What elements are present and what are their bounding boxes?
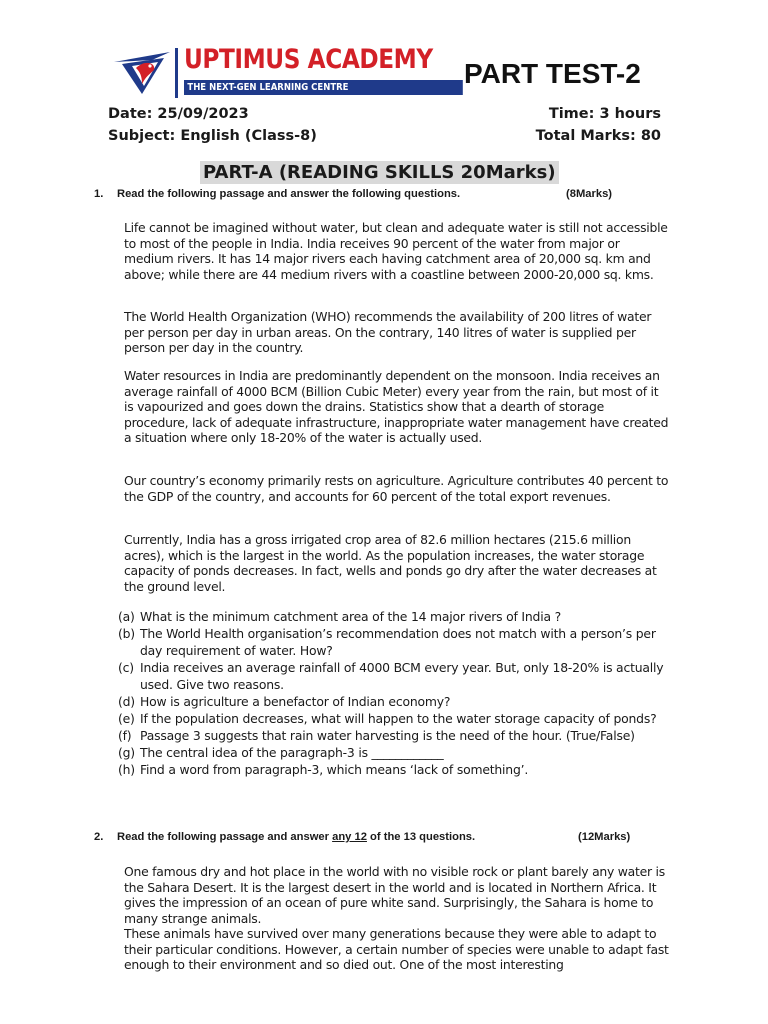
subquestion-text: Find a word from paragraph-3, which means ‘lack of something’. — [140, 762, 529, 777]
question-1-heading — [94, 188, 613, 200]
passage-paragraph: Life cannot be imagined without water, but clean and adequate water is still not accessible to most of the people in India. India receives 90 percent of the water from major or medium rivers. It has 14 major rivers each having catchment area of 20,000 sq. km and above; while there are 44 medium rivers with a coastline between 2000-20,000 sq. kms. — [124, 220, 668, 282]
question-instruction-end: of the 13 questions. — [366, 831, 476, 843]
subquestion-text: India receives an average rainfall of 4000 BCM every year. But, only 18-20% is actually used. Give two reasons. — [140, 660, 664, 692]
subquestion-text: The World Health organisation’s recommendation does not match with a person’s per day requirement of water. How? — [140, 626, 656, 658]
list-item — [118, 659, 678, 693]
academy-logo — [112, 44, 433, 102]
subquestion-text: How is agriculture a benefactor of Indian economy? — [140, 694, 451, 709]
subquestion-label: (f) — [118, 728, 132, 743]
list-item — [118, 727, 678, 744]
brand-tagline: THE NEXT-GEN LEARNING CENTRE — [184, 80, 463, 95]
test-title: PART TEST-2 — [464, 58, 641, 89]
question-marks: (8Marks) — [566, 188, 613, 200]
list-item — [118, 693, 678, 710]
passage-paragraph: The World Health Organization (WHO) recommends the availability of 200 litres of water per person per day in urban areas. On the contrary, 140 litres of water is supplied per person per day in the country. — [124, 309, 652, 355]
subquestion-text: Passage 3 suggests that rain water harvesting is the need of the hour. (True/False) — [140, 728, 635, 743]
list-item — [118, 608, 678, 625]
logo-divider — [175, 48, 178, 98]
eagle-logo-icon — [112, 50, 172, 96]
exam-subject: Subject: English (Class-8) — [108, 128, 317, 144]
part-a-heading: PART-A (READING SKILLS 20Marks) — [200, 161, 559, 184]
exam-total-marks: Total Marks: 80 — [535, 128, 661, 144]
passage-paragraph: Water resources in India are predominantly dependent on the monsoon. India receives an average rainfall of 4000 BCM (Billion Cubic Meter) every year from the rain, but most of it is vapourized and goes down the drains. Statistics show that a dearth of storage procedure, lack of adequate infrastructure, inappropriate water management have created a situation where only 18-20% of the water is actually used. — [124, 368, 669, 445]
question-emphasis: any 12 — [332, 831, 367, 843]
passage-paragraph: These animals have survived over many generations because they were able to adapt to their particular conditions. However, a certain number of species were unable to adapt fast enough to their environment and so died out. One of the most interesting — [124, 926, 669, 972]
list-item — [118, 744, 678, 761]
list-item — [118, 710, 678, 727]
brand-name: UPTIMUS ACADEMY — [184, 44, 433, 75]
question-instruction: Read the following passage and answer the following questions. — [117, 188, 461, 200]
subquestion-label: (h) — [118, 762, 135, 777]
subquestion-text: The central idea of the paragraph-3 is ____________ — [140, 745, 444, 760]
subquestion-text: What is the minimum catchment area of the 14 major rivers of India ? — [140, 609, 561, 624]
subquestion-label: (a) — [118, 609, 135, 624]
subquestion-label: (e) — [118, 711, 135, 726]
question-number: 2. — [94, 831, 104, 843]
list-item — [118, 761, 678, 778]
subquestion-label: (d) — [118, 694, 135, 709]
question-instruction: Read the following passage and answer — [117, 831, 333, 843]
question-marks: (12Marks) — [578, 831, 631, 843]
question-2-heading — [94, 831, 631, 843]
exam-duration: Time: 3 hours — [548, 106, 661, 122]
exam-date: Date: 25/09/2023 — [108, 106, 249, 122]
question-number: 1. — [94, 188, 104, 200]
subquestion-label: (g) — [118, 745, 135, 760]
subquestion-text: If the population decreases, what will happen to the water storage capacity of ponds? — [140, 711, 657, 726]
subquestion-list — [118, 608, 678, 778]
list-item — [118, 625, 678, 659]
passage-paragraph: One famous dry and hot place in the world with no visible rock or plant barely any water is the Sahara Desert. It is the largest desert in the world and is located in Northern Africa. It gives the impression of an ocean of pure white sand. Surprisingly, the Sahara is home to many strange animals. — [124, 864, 665, 926]
subquestion-label: (c) — [118, 660, 134, 675]
passage-paragraph: Our country’s economy primarily rests on agriculture. Agriculture contributes 40 percent to the GDP of the country, and accounts for 60 percent of the total export revenues. — [124, 473, 669, 504]
subquestion-label: (b) — [118, 626, 135, 641]
passage-paragraph: Currently, India has a gross irrigated crop area of 82.6 million hectares (215.6 million acres), which is the largest in the world. As the population increases, the water storage capacity of ponds decreases. In fact, wells and ponds go dry after the water decreases at the ground level. — [124, 532, 657, 594]
